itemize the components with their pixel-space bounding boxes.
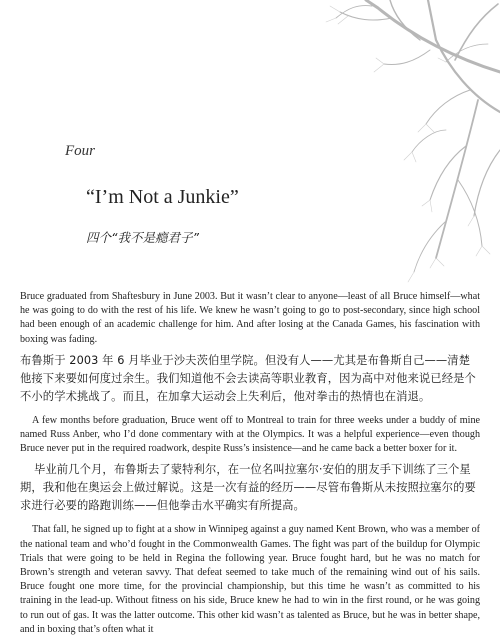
paragraph-english-2: A few months before graduation, Bruce went off to Montreal to train for three weeks under a buddy of mine named Russ Anber, who I’d done commentary with at the Olympics. It was a helpful experience—even though Bruce never put in the required roadwork, despite Russ’s insistence—and he came back a better boxer for it. (20, 414, 480, 455)
paragraph-chinese-1: 布鲁斯于 2003 年 6 月毕业于沙夫茨伯里学院。但没有人——尤其是布鲁斯自己——清楚他接下来要如何度过余生。我们知道他不会去读高等职业教育，因为高中对他来说已经是个不小的学术挑战了。而且，在加拿大运动会上失利后，他对拳击的热情也在消退。 (20, 353, 476, 403)
chapter-number: Four (65, 143, 95, 159)
chapter-title: “I’m Not a Junkie” (86, 186, 239, 208)
chapter-title-chinese: 四个“我不是瘾君子” (86, 230, 199, 245)
paragraph-english-1: Bruce graduated from Shaftesbury in June 2003. But it wasn’t clear to anyone—least of all Bruce himself—what he was going to do with the rest of his life. We knew he wasn’t going to go to post-secondary, since high school had been enough of an academic challenge for him. And after losing at the Canada Games, his fascination with boxing was fading. (20, 291, 480, 345)
body-text (20, 290, 480, 637)
paragraph-chinese-2: 毕业前几个月，布鲁斯去了蒙特利尔，在一位名叫拉塞尔·安伯的朋友手下训练了三个星期，我和他在奥运会上做过解说。这是一次有益的经历——尽管布鲁斯从未按照拉塞尔的要求进行必要的路跑训练——但他拳击水平确实有所提高。 (20, 463, 476, 513)
paragraph-english-3: That fall, he signed up to fight at a show in Winnipeg against a guy named Kent Brown, who was a member of the national team and who’d fought in the Commonwealth Games. The fight was part of the buildup for Olympic Trials that were going to be held in Regina the following year. Bruce fought hard, but he was no match for Brown’s strength and veteran savvy. That defeat seemed to take much of the remaining wind out of his sails. Bruce fought one more time, for the provincial championship, but this time he wasn’t as committed to his training in the lead-up. Without fitness on his side, Bruce knew he had to win in the first round, or he was going to run out of gas. It was the latter outcome. This other kid wasn’t as talented as Bruce, but he was in better shape, and in boxing that’s often what it (20, 524, 480, 635)
